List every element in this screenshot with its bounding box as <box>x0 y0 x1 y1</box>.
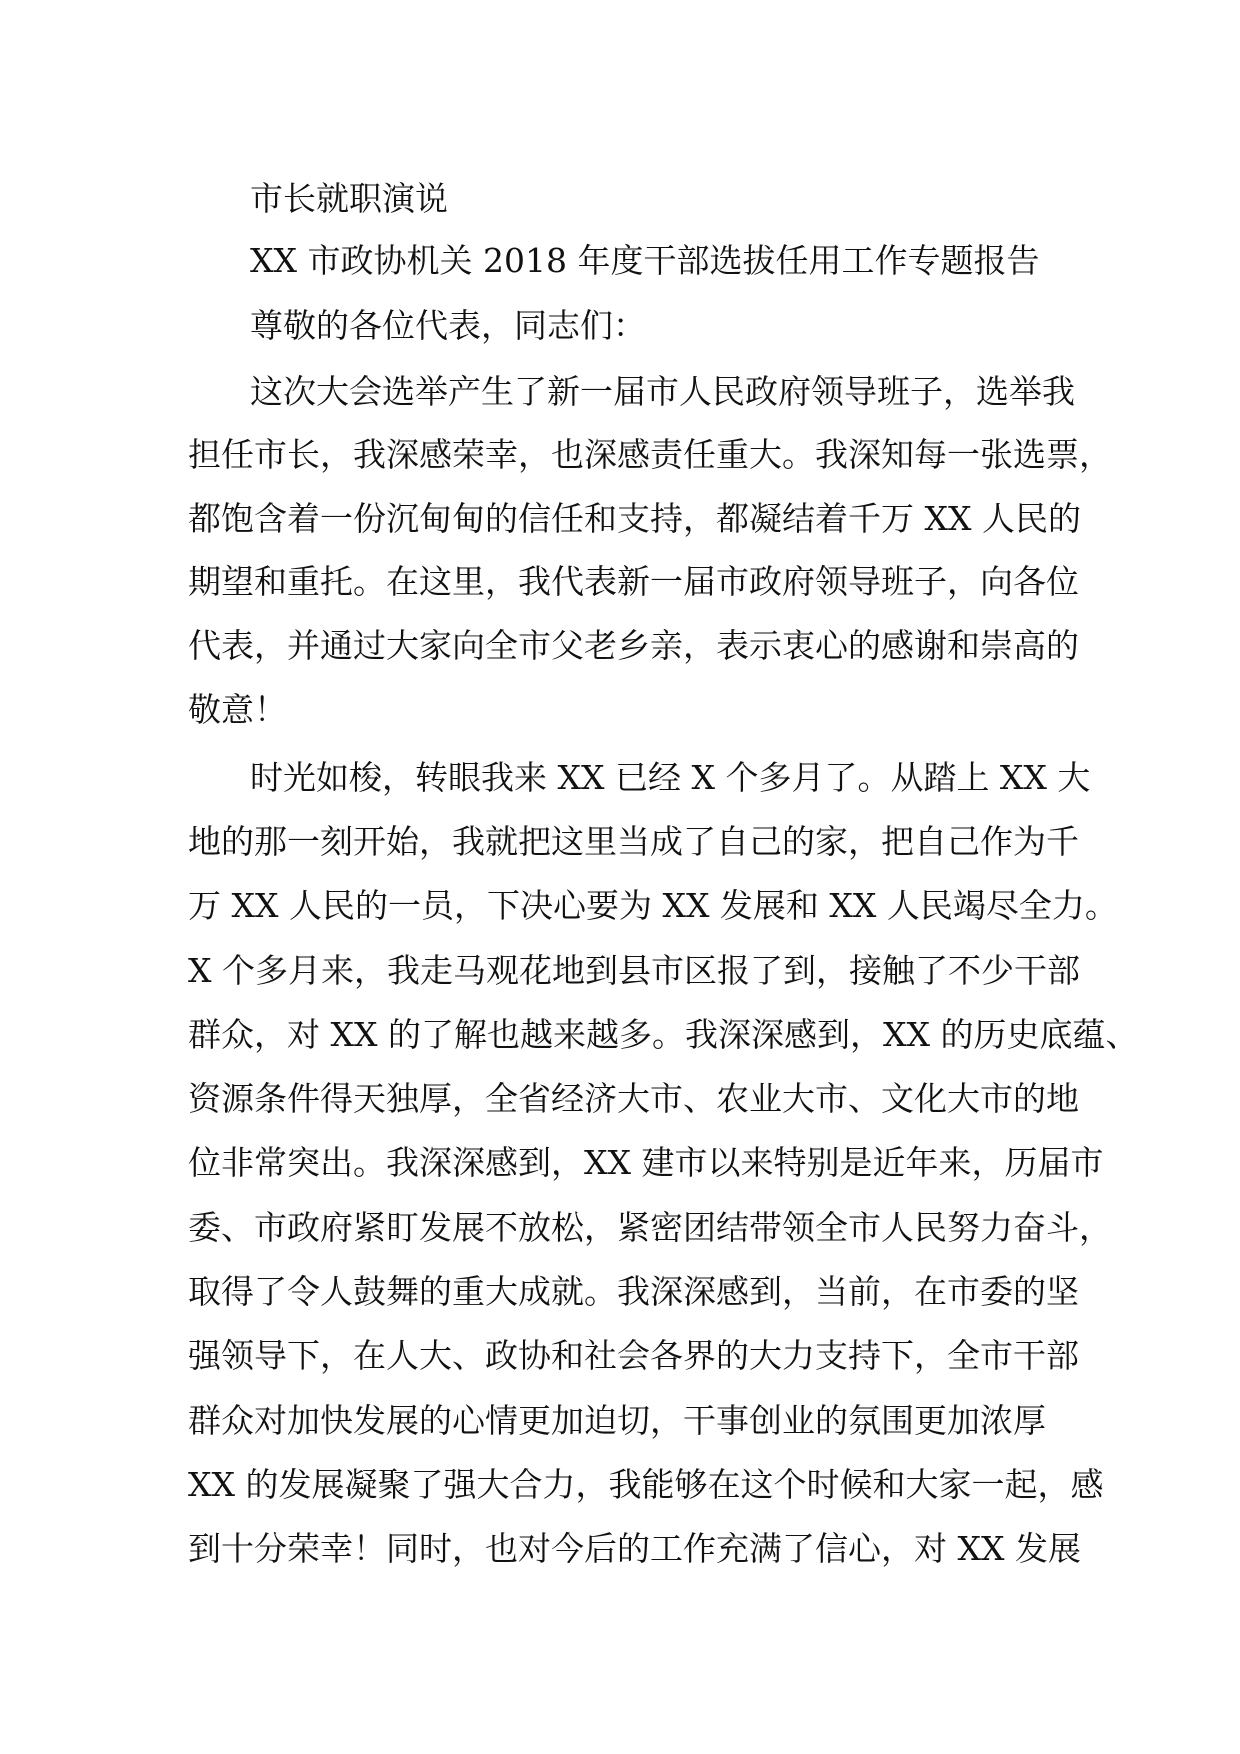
paragraph-line: 群众，对 XX 的了解也越来越多。我深深感到，XX 的历史底蕴、 <box>188 1015 1139 1054</box>
paragraph-line: 担任市长，我深感荣幸，也深感责任重大。我深知每一张选票， <box>188 435 1112 474</box>
paragraph-line: 群众对加快发展的心情更加迫切，干事创业的氛围更加浓厚 <box>188 1401 1046 1440</box>
paragraph-line: 这次大会选举产生了新一届市人民政府领导班子，选举我 <box>250 372 1075 411</box>
paragraph-line: 时光如梭，转眼我来 XX 已经 X 个多月了。从踏上 XX 大 <box>250 758 1091 797</box>
paragraph-line: 敬意！ <box>188 690 287 729</box>
paragraph-line: 到十分荣幸！同时，也对今后的工作充满了信心，对 XX 发展 <box>188 1529 1081 1568</box>
salutation: 尊敬的各位代表，同志们： <box>250 306 646 345</box>
paragraph-line: 代表，并通过大家向全市父老乡亲，表示衷心的感谢和崇高的 <box>188 626 1079 665</box>
paragraph-line: 地的那一刻开始，我就把这里当成了自己的家，把自己作为千 <box>188 822 1079 861</box>
document-subtitle: XX 市政协机关 2018 年度干部选拔任用工作专题报告 <box>250 241 1040 280</box>
paragraph-line: 都饱含着一份沉甸甸的信任和支持，都凝结着千万 XX 人民的 <box>188 499 1081 538</box>
paragraph-line: 资源条件得天独厚，全省经济大市、农业大市、文化大市的地 <box>188 1079 1079 1118</box>
paragraph-line: 取得了令人鼓舞的重大成就。我深深感到，当前，在市委的坚 <box>188 1272 1079 1311</box>
paragraph-line: X 个多月来，我走马观花地到县市区报了到，接触了不少干部 <box>188 951 1080 990</box>
paragraph-line: 委、市政府紧盯发展不放松，紧密团结带领全市人民努力奋斗， <box>188 1208 1112 1247</box>
paragraph-line: XX 的发展凝聚了强大合力，我能够在这个时候和大家一起，感 <box>188 1465 1104 1504</box>
paragraph-line: 万 XX 人民的一员，下决心要为 XX 发展和 XX 人民竭尽全力。 <box>188 886 1118 925</box>
paragraph-line: 位非常突出。我深深感到，XX 建市以来特别是近年来，历届市 <box>188 1143 1104 1182</box>
paragraph-line: 期望和重托。在这里，我代表新一届市政府领导班子，向各位 <box>188 562 1079 601</box>
paragraph-line: 强领导下，在人大、政协和社会各界的大力支持下，全市干部 <box>188 1336 1079 1375</box>
document-title: 市长就职演说 <box>250 179 448 218</box>
